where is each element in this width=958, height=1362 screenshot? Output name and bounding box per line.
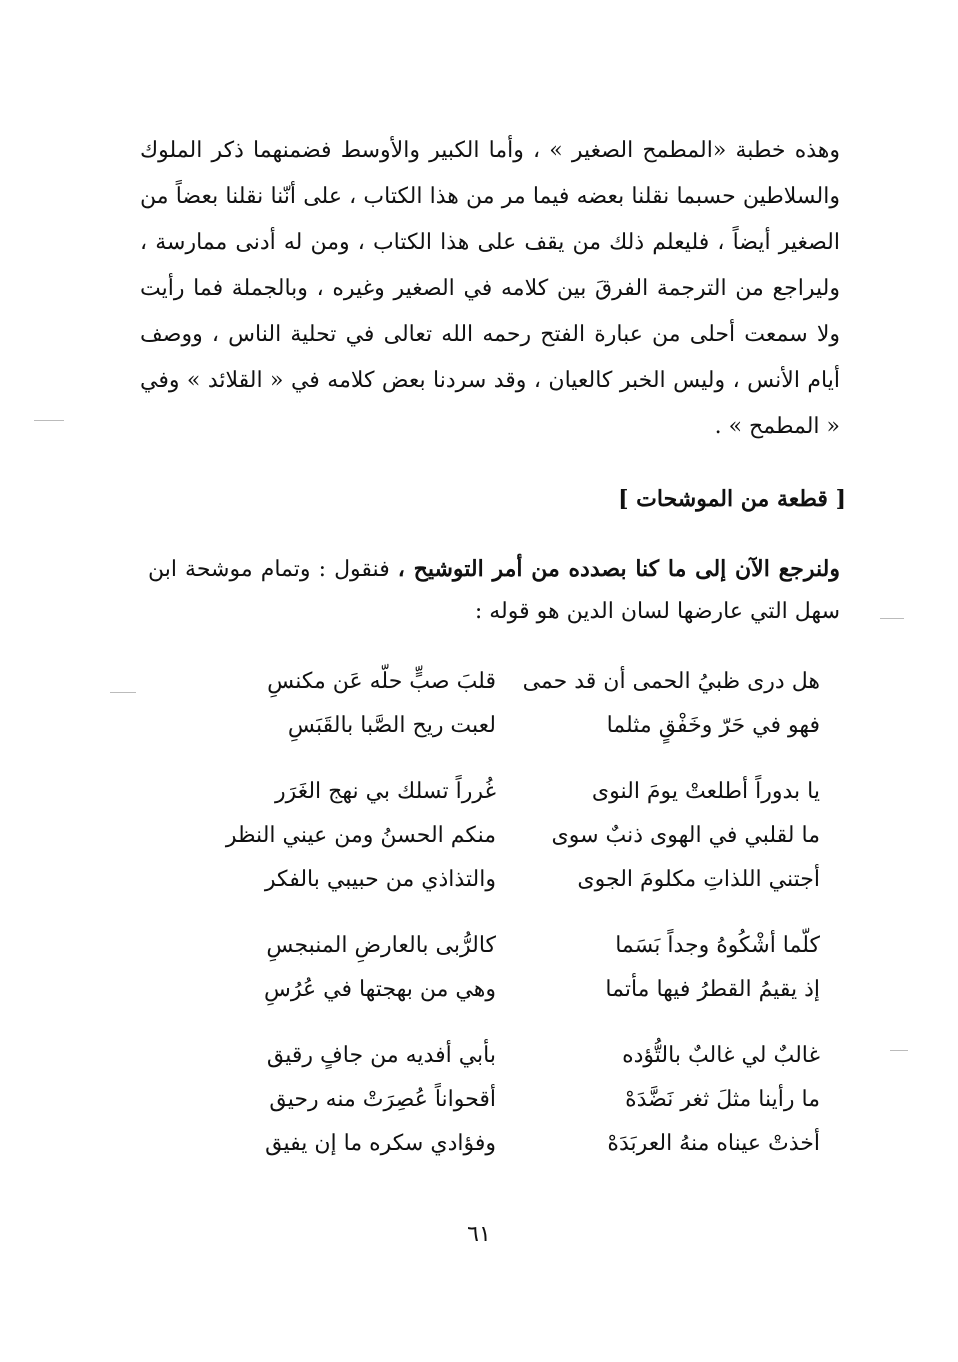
first-hemistich: كلّما أشْكُوهُ وجداً بَسَما bbox=[615, 933, 820, 958]
second-hemistich: وهي من بهجتها في عُرُسِ bbox=[264, 977, 496, 1002]
first-hemistich: ما رأينا مثلَ ثغر نَضَّدَهْ bbox=[625, 1087, 820, 1112]
first-hemistich: إذ يقيمُ القطرُ فيها مأتما bbox=[605, 977, 820, 1002]
paragraph-text: وهذه خطبة «المطمح الصغير » ، وأما الكبير والأوسط فضمنهما ذكر الملوك والسلاطين حسبما نقلنا بعضه فيما مر من هذا الكتاب ، على أنّنا نقلنا بعضاً من الصغير أيضاً ، فليعلم ذلك من يقف على هذا الكتاب ، ومن له أدنى ممارسة ، وليراجع من الترجمة الفرقَ بين كلامه في الصغير وغيره ، وبالجملة فما رأيت ولا سمعت أحلى من عبارة الفتح رحمه الله تعالى في تحلية الناس ، ووصف أيام الأنس ، وليس الخبر كالعيان ، وقد سردنا بعض كلامه في « القلائد » وفي « المطمح » . bbox=[140, 138, 840, 439]
second-hemistich: كالرُّبى بالعارضِ المنبجسِ bbox=[266, 933, 496, 958]
second-hemistich: منكم الحسنُ ومن عيني النظر bbox=[225, 823, 496, 848]
first-hemistich: هل درى ظبيُ الحمى أن قد حمى bbox=[522, 669, 820, 694]
stanza bbox=[206, 1034, 820, 1166]
poem bbox=[206, 660, 820, 1188]
second-hemistich: قلبَ صبٍّ حلّه عَن مكنسِ bbox=[267, 669, 496, 694]
intro-rest: فنقول : وتمام موشحة ابن سهل التي عارضها لسان الدين هو قوله : bbox=[148, 557, 840, 624]
verse-line bbox=[206, 858, 820, 902]
stanza bbox=[206, 660, 820, 748]
verse-line bbox=[206, 924, 820, 968]
intro-paragraph bbox=[148, 548, 840, 633]
page-number: ٦١ bbox=[467, 1222, 491, 1247]
first-hemistich: فهو في حَرّ وخَفْقٍ مثلما bbox=[606, 713, 820, 738]
verse-line bbox=[206, 1034, 820, 1078]
verse-line bbox=[206, 968, 820, 1012]
scan-speck bbox=[890, 1050, 908, 1051]
second-hemistich: وفؤادي سكره ما إن يفيق bbox=[265, 1131, 496, 1156]
first-hemistich: ما لقلبي في الهوى ذنبٌ سوى bbox=[551, 823, 820, 848]
scan-speck bbox=[34, 420, 64, 421]
scan-speck bbox=[880, 618, 904, 619]
verse-line bbox=[206, 1078, 820, 1122]
first-hemistich: أخذتْ عيناه منهُ العربَدَهْ bbox=[607, 1131, 820, 1156]
second-hemistich: غُرراً تسلك بي نهج الغَرَر bbox=[274, 779, 496, 804]
first-hemistich: أجتني اللذاتِ مكلومَ الجوى bbox=[577, 867, 820, 892]
verse-line bbox=[206, 814, 820, 858]
stanza bbox=[206, 924, 820, 1012]
stanza bbox=[206, 770, 820, 902]
verse-line bbox=[206, 1122, 820, 1166]
intro-lead: ولنرجع الآن إلى ما كنا بصدده من أمر التوشيح ، bbox=[397, 556, 840, 582]
second-hemistich: والتذاذي من حبيبي بالفكر bbox=[264, 867, 496, 892]
second-hemistich: لعبت ريح الصَّبا بالقَبَسِ bbox=[287, 713, 496, 738]
verse-line bbox=[206, 660, 820, 704]
body-paragraph bbox=[140, 128, 840, 450]
verse-line bbox=[206, 704, 820, 748]
first-hemistich: يا بدوراً أطلعتْ يومَ النوى bbox=[591, 779, 820, 804]
second-hemistich: بأبي أفديه من جافٍ رقيق bbox=[266, 1043, 496, 1068]
section-heading: [ قطعة من الموشحات ] bbox=[618, 486, 846, 512]
scan-speck bbox=[110, 692, 136, 693]
verse-line bbox=[206, 770, 820, 814]
first-hemistich: غالبٌ لي غالبٌ بالتُّؤده bbox=[622, 1043, 820, 1068]
second-hemistich: أقحواناً عُصِرَتْ منه رحيق bbox=[269, 1087, 496, 1112]
